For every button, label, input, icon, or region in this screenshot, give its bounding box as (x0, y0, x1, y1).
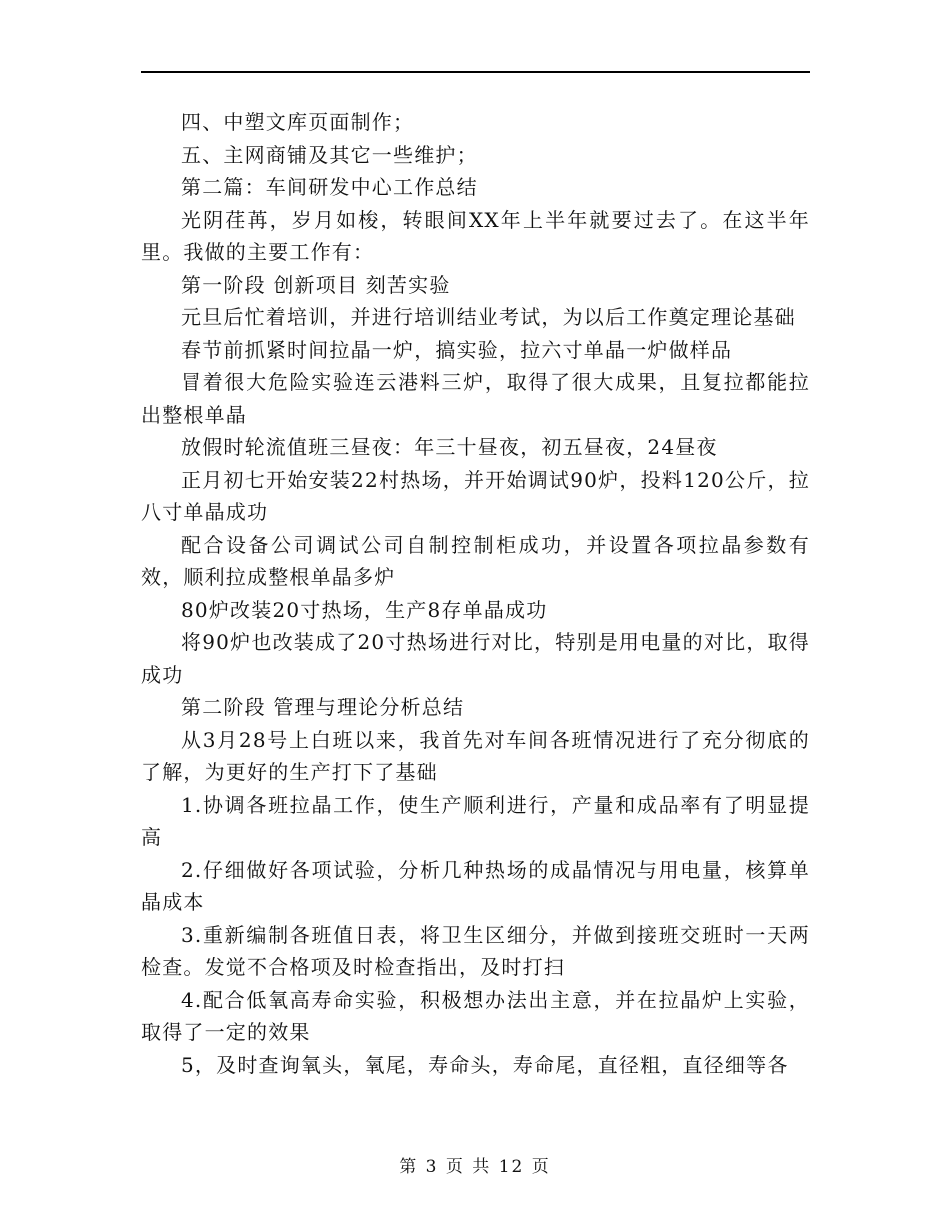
paragraph: 从3月28号上白班以来，我首先对车间各班情况进行了充分彻底的了解，为更好的生产打下了基础 (141, 727, 810, 784)
paragraph: 冒着很大危险实验连云港料三炉，取得了很大成果，且复拉都能拉出整根单晶 (141, 370, 810, 427)
page-number: 第 3 页 共 12 页 (399, 1157, 551, 1177)
paragraph: 放假时轮流值班三昼夜：年三十昼夜，初五昼夜，24昼夜 (181, 435, 718, 459)
paragraph: 配合设备公司调试公司自制控制柜成功，并设置各项拉晶参数有效，顺利拉成整根单晶多炉 (141, 532, 810, 589)
paragraph: 正月初七开始安装22村热场，并开始调试90炉，投料120公斤，拉八寸单晶成功 (141, 467, 810, 524)
stage-heading: 第一阶段 创新项目 刻苦实验 (181, 272, 451, 297)
document-body (141, 106, 810, 1081)
list-item: 1.协调各班拉晶工作，使生产顺利进行，产量和成品率有了明显提高 (141, 792, 810, 849)
paragraph: 光阴荏苒，岁月如梭，转眼间XX年上半年就要过去了。在这半年里。我做的主要工作有： (141, 207, 810, 264)
paragraph: 80炉改装20寸热场，生产8存单晶成功 (181, 597, 548, 622)
section-title: 第二篇：车间研发中心工作总结 (181, 175, 478, 199)
paragraph: 春节前抓紧时间拉晶一炉，搞实验，拉六寸单晶一炉做样品 (181, 337, 733, 362)
paragraph: 五、主网商铺及其它一些维护； (181, 142, 478, 167)
header-rule (141, 71, 810, 73)
paragraph: 将90炉也改装成了20寸热场进行对比，特别是用电量的对比，取得成功 (141, 630, 810, 687)
paragraph: 四、中塑文库页面制作； (181, 110, 415, 134)
paragraph: 元旦后忙着培训，并进行培训结业考试，为以后工作奠定理论基础 (181, 305, 796, 329)
list-item: 2.仔细做好各项试验，分析几种热场的成晶情况与用电量，核算单晶成本 (141, 857, 810, 914)
stage-heading: 第二阶段 管理与理论分析总结 (181, 695, 465, 719)
list-item: 4.配合低氧高寿命实验，积极想办法出主意，并在拉晶炉上实验，取得了一定的效果 (141, 987, 810, 1044)
list-item: 3.重新编制各班值日表，将卫生区细分，并做到接班交班时一天两检查。发觉不合格项及时检查指出，及时打扫 (141, 922, 810, 979)
list-item: 5，及时查询氧头，氧尾，寿命头，寿命尾，直径粗，直径细等各 (181, 1052, 789, 1077)
